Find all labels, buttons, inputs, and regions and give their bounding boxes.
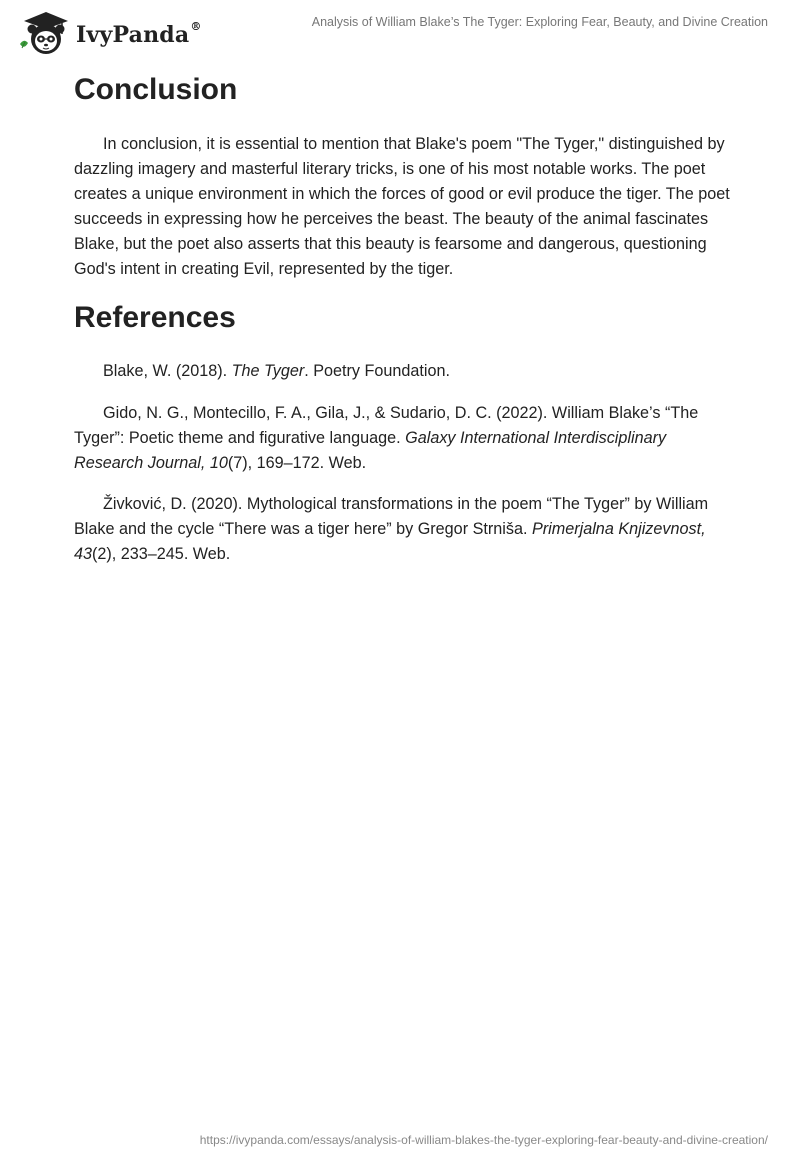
panda-graduate-icon [16, 8, 74, 58]
reference-title: Galaxy International Interdisciplinary Research Journal, 10 [74, 429, 667, 472]
conclusion-heading: Conclusion [74, 73, 238, 106]
ivypanda-logo[interactable] [16, 8, 202, 58]
source-url-link[interactable]: https://ivypanda.com/essays/analysis-of-william-blakes-the-tyger-exploring-fear-beauty-and-divine-creation/ [199, 1133, 768, 1147]
document-title: Analysis of William Blake’s The Tyger: Exploring Fear, Beauty, and Divine Creation [311, 15, 768, 29]
reference-title: The Tyger [231, 362, 305, 380]
references-heading: References [74, 301, 236, 334]
conclusion-paragraph: In conclusion, it is essential to mention that Blake's poem "The Tyger," distinguished by dazzling imagery and masterful literary tricks, is one of his most notable works. The poet creates a unique environment in which the forces of good or evil produce the tiger. The poet succeeds in expressing how he perceives the beast. The beauty of the animal fascinates Blake, but the poet also asserts that this beauty is fearsome and dangerous, questioning God's intent in creating Evil, represented by the tiger. [74, 135, 730, 278]
reference-item: Živković, D. (2020). Mythological transformations in the poem “The Tyger” by William Blake and the cycle “There was a tiger here” by Gregor Strniša. Primerjalna Knjizevnost, 43(2), 233–245. Web. [74, 495, 709, 563]
reference-item: Gido, N. G., Montecillo, F. A., Gila, J., & Sudario, D. C. (2022). William Blake’s “The Tyger”: Poetic theme and figurative language. Galaxy International Interdisciplinary Research Journal, 10(7), 169–172. Web. [74, 404, 699, 472]
reference-title: Primerjalna Knjizevnost, 43 [74, 520, 706, 563]
brand-name: IvyPanda® [76, 20, 202, 48]
reference-item: Blake, W. (2018). The Tyger. Poetry Foundation. [103, 362, 451, 380]
